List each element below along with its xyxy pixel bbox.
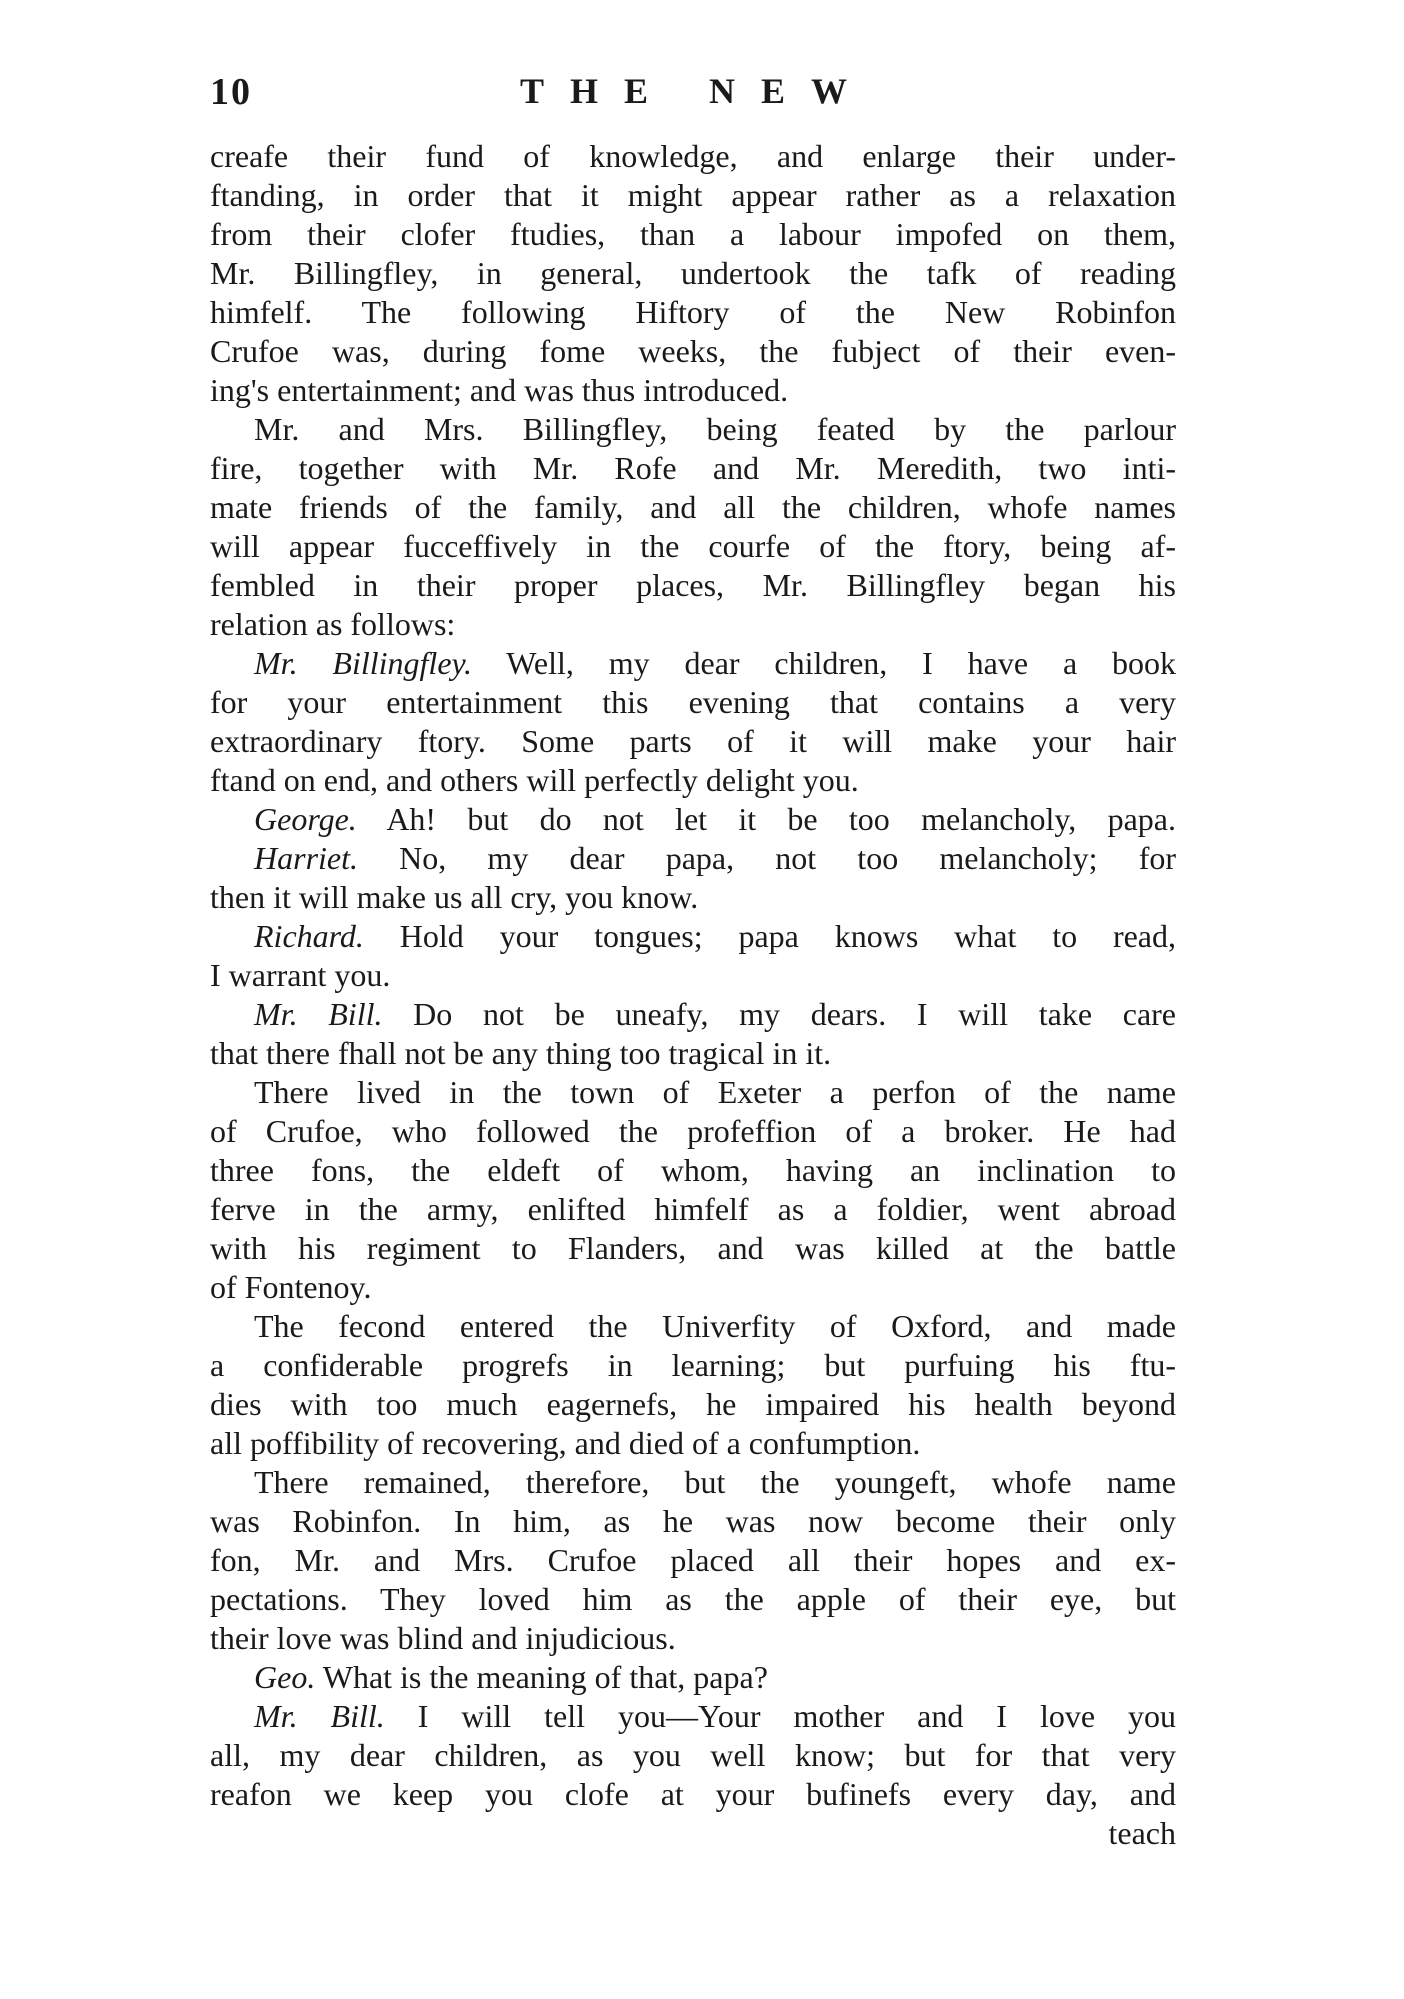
- text-line: Mr. Billingfley. Well, my dear children, I have a book: [254, 645, 1177, 681]
- speaker-name: Mr. Billingfley.: [254, 645, 472, 681]
- text-line: three fons, the eldeft of whom, having an inclination to: [210, 1152, 1176, 1188]
- text-line: relation as follows:: [210, 606, 456, 642]
- speaker-name: Mr. Bill.: [254, 1698, 385, 1734]
- body-text: [210, 137, 1176, 1853]
- speaker-name: Mr. Bill.: [254, 996, 383, 1032]
- text-line: Crufoe was, during fome weeks, the fubject of their even-: [210, 333, 1176, 369]
- text-line: Mr. and Mrs. Billingfley, being feated by the parlour: [254, 411, 1176, 447]
- text-line: for your entertainment this evening that contains a very: [210, 684, 1176, 720]
- text-line: fon, Mr. and Mrs. Crufoe placed all their hopes and ex-: [210, 1542, 1176, 1578]
- text-line: then it will make us all cry, you know.: [210, 879, 699, 915]
- text-line: of Fontenoy.: [210, 1269, 372, 1305]
- text-line: mate friends of the family, and all the children, whofe names: [210, 489, 1176, 525]
- text-line: Mr. Billingfley, in general, undertook the tafk of reading: [210, 255, 1176, 291]
- text-line: all, my dear children, as you well know; but for that very: [210, 1737, 1176, 1773]
- speaker-name: George.: [254, 801, 357, 837]
- text-line: There remained, therefore, but the youngeft, whofe name: [254, 1464, 1176, 1500]
- speaker-name: Richard.: [254, 918, 364, 954]
- text-line: himfelf. The following Hiftory of the New Robinfon: [210, 294, 1176, 330]
- text-line: all poffibility of recovering, and died of a confumption.: [210, 1425, 921, 1461]
- text-line: reafon we keep you clofe at your bufinefs every day, and: [210, 1776, 1176, 1812]
- text-line: ftanding, in order that it might appear rather as a relaxation: [210, 177, 1176, 213]
- text-line: George. Ah! but do not let it be too melancholy, papa.: [254, 801, 1176, 837]
- page-header: [210, 70, 1170, 120]
- text-line: with his regiment to Flanders, and was killed at the battle: [210, 1230, 1176, 1266]
- text-line: will appear fucceffively in the courfe of the ftory, being af-: [210, 528, 1176, 564]
- text-line: Harriet. No, my dear papa, not too melancholy; for: [254, 840, 1176, 876]
- text-line: that there fhall not be any thing too tragical in it.: [210, 1035, 832, 1071]
- speaker-name: Harriet.: [254, 840, 358, 876]
- page-number: 10: [210, 71, 252, 113]
- text-line: a confiderable progrefs in learning; but purfuing his ftu-: [210, 1347, 1176, 1383]
- text-line: creafe their fund of knowledge, and enlarge their under-: [210, 138, 1176, 174]
- text-line: I warrant you.: [210, 957, 391, 993]
- text-line: pectations. They loved him as the apple of their eye, but: [210, 1581, 1176, 1617]
- text-line: There lived in the town of Exeter a perfon of the name: [254, 1074, 1176, 1110]
- text-line: dies with too much eagernefs, he impaired his health beyond: [210, 1386, 1176, 1422]
- text-line: fire, together with Mr. Rofe and Mr. Meredith, two inti-: [210, 450, 1176, 486]
- text-line: ing's entertainment; and was thus introduced.: [210, 372, 789, 408]
- running-head: THE NEW: [520, 71, 874, 111]
- text-line: Richard. Hold your tongues; papa knows what to read,: [254, 918, 1176, 954]
- text-line: Mr. Bill. Do not be uneafy, my dears. I will take care: [254, 996, 1177, 1032]
- text-line: extraordinary ftory. Some parts of it will make your hair: [210, 723, 1176, 759]
- text-line: Geo. What is the meaning of that, papa?: [254, 1659, 768, 1695]
- text-line: fembled in their proper places, Mr. Billingfley began his: [210, 567, 1176, 603]
- text-line: their love was blind and injudicious.: [210, 1620, 676, 1656]
- speaker-name: Geo.: [254, 1659, 316, 1695]
- text-line: of Crufoe, who followed the profeffion of a broker. He had: [210, 1113, 1176, 1149]
- text-line: ftand on end, and others will perfectly delight you.: [210, 762, 859, 798]
- text-line: ferve in the army, enlifted himfelf as a foldier, went abroad: [210, 1191, 1176, 1227]
- text-line: The fecond entered the Univerfity of Oxford, and made: [254, 1308, 1176, 1344]
- catchword: teach: [1108, 1815, 1176, 1851]
- text-line: from their clofer ftudies, than a labour impofed on them,: [210, 216, 1176, 252]
- text-line: was Robinfon. In him, as he was now become their only: [210, 1503, 1176, 1539]
- text-line: Mr. Bill. I will tell you—Your mother and I love you: [254, 1698, 1177, 1734]
